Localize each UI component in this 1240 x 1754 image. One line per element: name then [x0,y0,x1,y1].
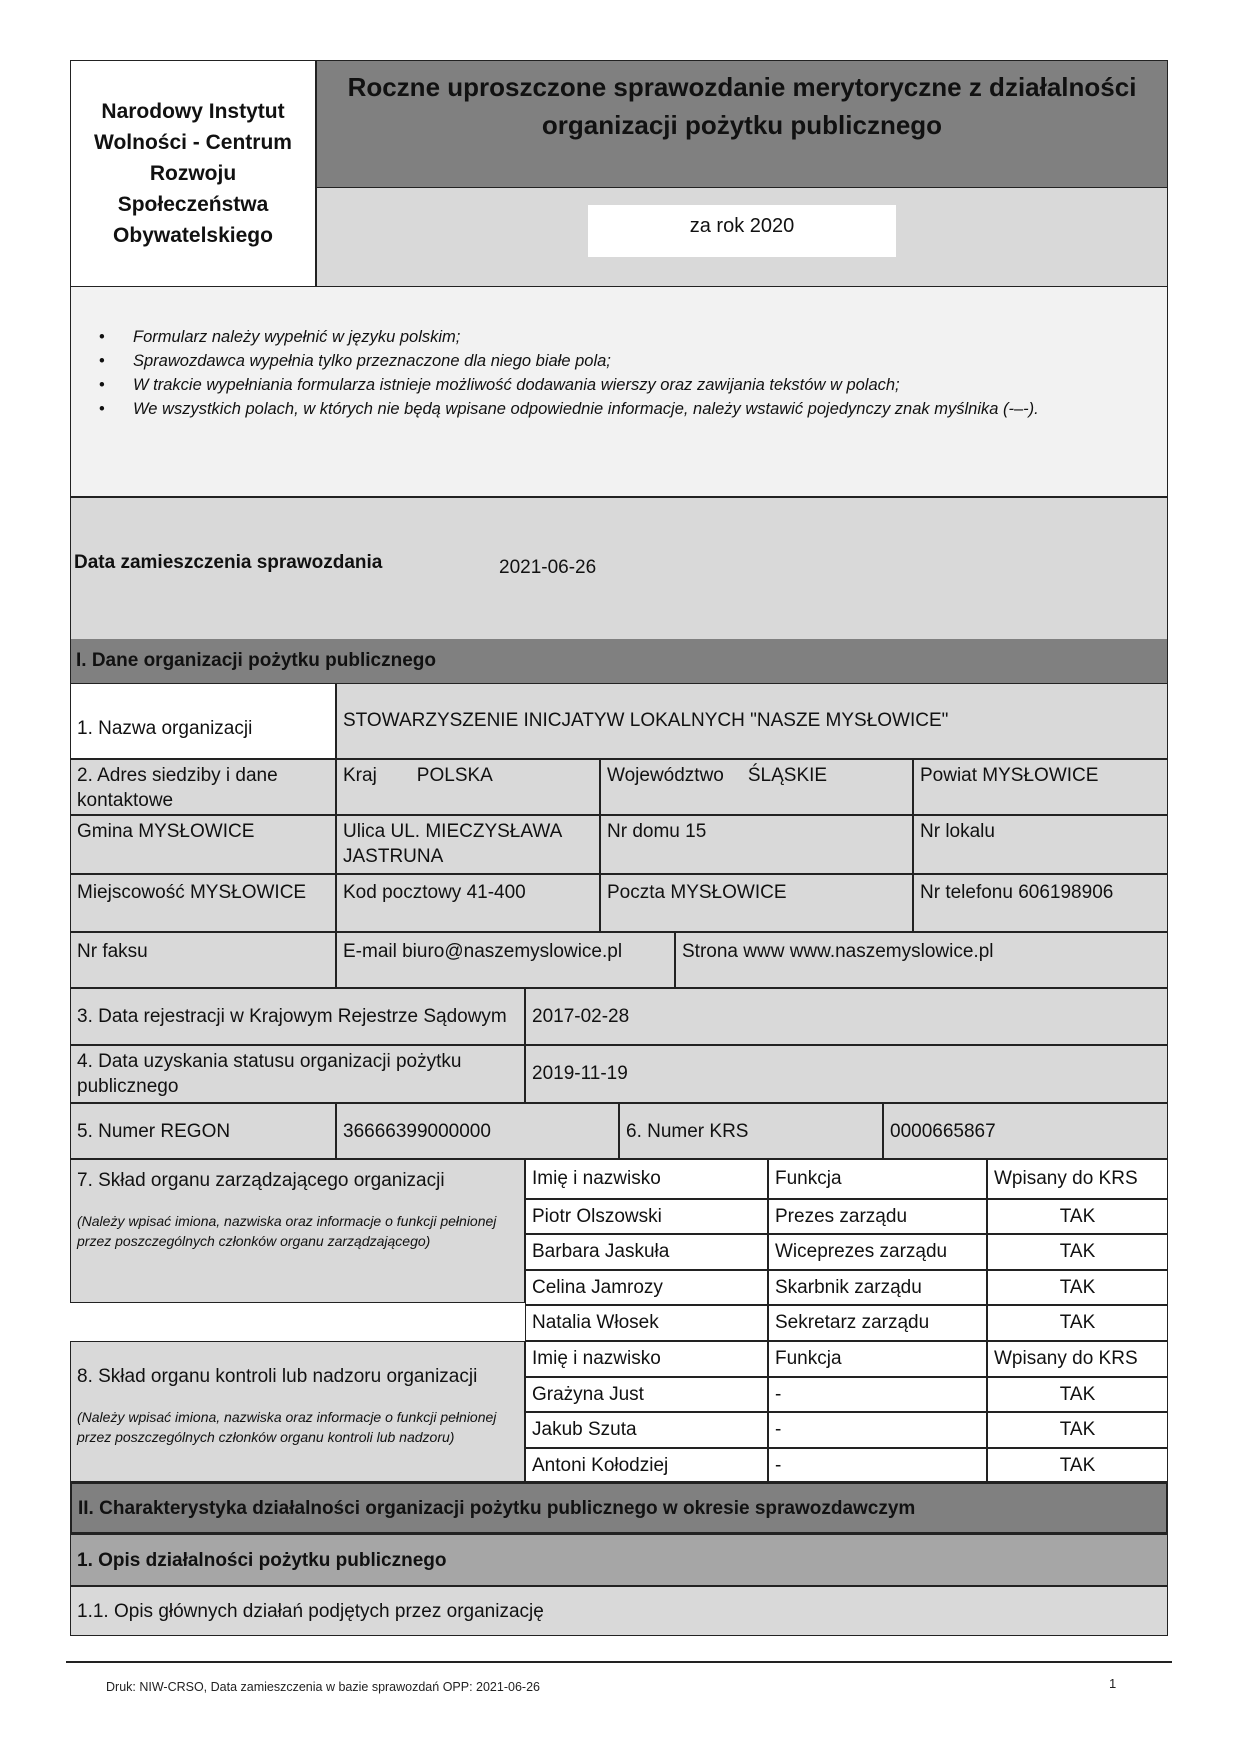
post-office-value: Poczta MYSŁOWICE [607,882,787,903]
footer-rule [66,1661,1172,1663]
instruction-item: • W trakcie wypełniania formularza istnieje możliwość dodawania wierszy oraz zawijania tekstów w polach; [133,373,1167,397]
submission-date: 2021-06-26 [499,557,597,578]
board-member-name[interactable]: Natalia Włosek [525,1305,768,1341]
supervision-label-cell [70,1341,525,1482]
board-member-krs[interactable]: TAK [987,1234,1168,1270]
locality-field[interactable] [70,874,336,932]
address-label: 2. Adres siedziby i dane kontaktowe [77,765,278,811]
supervision-member-name[interactable]: Antoni Kołodziej [525,1448,768,1482]
house-number-value: Nr domu 15 [607,821,707,842]
address-label-cell [70,759,336,815]
krs-number-label: 6. Numer KRS [626,1120,749,1142]
krs-date-label: 3. Data rejestracji w Krajowym Rejestrze Sądowym [77,1006,507,1027]
voivodeship-value: ŚLĄSKIE [747,765,828,786]
instructions-box [70,287,1168,497]
commune-value: Gmina MYSŁOWICE [77,821,255,842]
supervision-member-krs[interactable]: TAK [987,1448,1168,1482]
supervision-member-function[interactable]: - [768,1377,987,1412]
locality-value: Miejscowość MYSŁOWICE [77,882,307,903]
fax-value: Nr faksu [77,941,148,962]
apartment-number-value: Nr lokalu [920,821,995,842]
year-field[interactable] [588,205,896,257]
board-member-name[interactable]: Barbara Jaskuła [525,1234,768,1270]
krs-date-value: 2017-02-28 [532,1006,630,1027]
section2-sub11-text: 1.1. Opis głównych działań podjętych przez organizację [77,1600,544,1622]
email-value: E-mail biuro@naszemyslowice.pl [343,941,623,962]
website-field[interactable] [675,932,1168,988]
year-label: za rok 2020 [689,214,795,237]
board-header-name: Imię i nazwisko [525,1159,768,1199]
supervision-member-function[interactable]: - [768,1412,987,1448]
instruction-item: • Sprawozdawca wypełnia tylko przeznaczone dla niego białe pola; [133,349,1167,373]
org-name-label-cell [70,683,336,759]
country-value: POLSKA [416,765,493,786]
supervision-note: (Należy wpisać imiona, nazwiska oraz informacje o funkcji pełnionej przez poszczególnych członków organu kontroli lub nadzoru) [77,1409,497,1445]
supervision-member-function[interactable]: - [768,1448,987,1482]
board-header-function: Funkcja [768,1159,987,1199]
krs-date-label-cell [70,988,525,1045]
instruction-item: • We wszystkich polach, w których nie będą wpisane odpowiednie informacje, należy wstawić pojedynczy znak myślnika (-–-). [133,397,1167,421]
supervision-header-krs: Wpisany do KRS [987,1341,1168,1377]
board-label: 7. Skład organu zarządzającego organizacji [77,1170,445,1191]
postal-code-value: Kod pocztowy 41-400 [343,882,526,903]
section1-title [70,639,1168,683]
board-member-krs[interactable]: TAK [987,1305,1168,1341]
board-note: (Należy wpisać imiona, nazwiska oraz informacje o funkcji pełnionej przez poszczególnych członków organu zarządzającego) [77,1213,497,1249]
section1-title-text: I. Dane organizacji pożytku publicznego [76,650,436,671]
opp-date-value: 2019-11-19 [532,1062,628,1084]
country-field[interactable] [336,759,600,815]
org-name-value: STOWARZYSZENIE INICJATYW LOKALNYCH "NASZE MYSŁOWICE" [343,710,949,731]
postal-code-field[interactable] [336,874,600,932]
supervision-member-name[interactable]: Jakub Szuta [525,1412,768,1448]
board-member-function[interactable]: Wiceprezes zarządu [768,1234,987,1270]
regon-label: 5. Numer REGON [77,1120,231,1142]
supervision-member-krs[interactable]: TAK [987,1412,1168,1448]
krs-number-value: 0000665867 [890,1120,996,1142]
regon-value: 36666399000000 [343,1120,491,1142]
board-member-name[interactable]: Piotr Olszowski [525,1199,768,1234]
country-label: Kraj [343,765,377,786]
house-number-field[interactable] [600,815,913,874]
commune-field[interactable] [70,815,336,874]
institute-box [70,60,316,287]
board-label-cell [70,1159,525,1303]
krs-number-field[interactable] [883,1103,1168,1159]
report-title-box [316,60,1168,188]
board-header-krs: Wpisany do KRS [987,1159,1168,1199]
board-member-function[interactable]: Prezes zarządu [768,1199,987,1234]
report-title: Roczne uproszczone sprawozdanie merytoryczne z działalności organizacji pożytku publicznego [347,72,1137,140]
regon-label-cell [70,1103,336,1159]
supervision-header-function: Funkcja [768,1341,987,1377]
org-name-field[interactable] [336,683,1168,759]
supervision-member-name[interactable]: Grażyna Just [525,1377,768,1412]
board-member-function[interactable]: Skarbnik zarządu [768,1270,987,1305]
org-name-label: 1. Nazwa organizacji [77,717,253,739]
supervision-member-krs[interactable]: TAK [987,1377,1168,1412]
regon-field[interactable] [336,1103,619,1159]
supervision-header-name: Imię i nazwisko [525,1341,768,1377]
county-field[interactable] [913,759,1168,815]
board-member-function[interactable]: Sekretarz zarządu [768,1305,987,1341]
section2-title [70,1482,1168,1534]
section2-title-text: II. Charakterystyka działalności organizacji pożytku publicznego w okresie sprawozdawczym [78,1497,916,1519]
post-office-field[interactable] [600,874,913,932]
instruction-item: • Formularz należy wypełnić w języku polskim; [133,325,1167,349]
institute-name: Narodowy Instytut Wolności - Centrum Rozwoju Społeczeństwa Obywatelskiego [94,100,292,247]
section2-sub1 [70,1534,1168,1586]
opp-date-label: 4. Data uzyskania statusu organizacji pożytku publicznego [77,1051,462,1097]
voivodeship-label: Województwo [607,765,724,786]
board-member-name[interactable]: Celina Jamrozy [525,1270,768,1305]
email-field[interactable] [336,932,675,988]
krs-number-label-cell [619,1103,883,1159]
website-value: Strona www www.naszemyslowice.pl [682,941,994,962]
opp-date-field[interactable] [525,1045,1168,1103]
voivodeship-field[interactable] [600,759,913,815]
instructions-list [71,325,1167,421]
section2-sub1-text: 1. Opis działalności pożytku publicznego [77,1549,447,1571]
fax-field[interactable] [70,932,336,988]
supervision-label: 8. Skład organu kontroli lub nadzoru organizacji [77,1366,478,1387]
apartment-number-field[interactable] [913,815,1168,874]
street-field[interactable] [336,815,600,874]
street-value: Ulica UL. MIECZYSŁAWA JASTRUNA [343,821,562,867]
board-member-krs[interactable]: TAK [987,1199,1168,1234]
footer-print-info: Druk: NIW-CRSO, Data zamieszczenia w bazie sprawozdań OPP: 2021-06-26 [106,1680,540,1694]
page-number: 1 [1109,1676,1117,1691]
county-value: Powiat MYSŁOWICE [920,765,1099,786]
board-member-krs[interactable]: TAK [987,1270,1168,1305]
submission-label: Data zamieszczenia sprawozdania [74,552,383,573]
opp-date-label-cell [70,1045,525,1103]
krs-date-field[interactable] [525,988,1168,1045]
phone-value: Nr telefonu 606198906 [920,882,1114,903]
phone-field[interactable] [913,874,1168,932]
section2-sub11 [70,1586,1168,1636]
